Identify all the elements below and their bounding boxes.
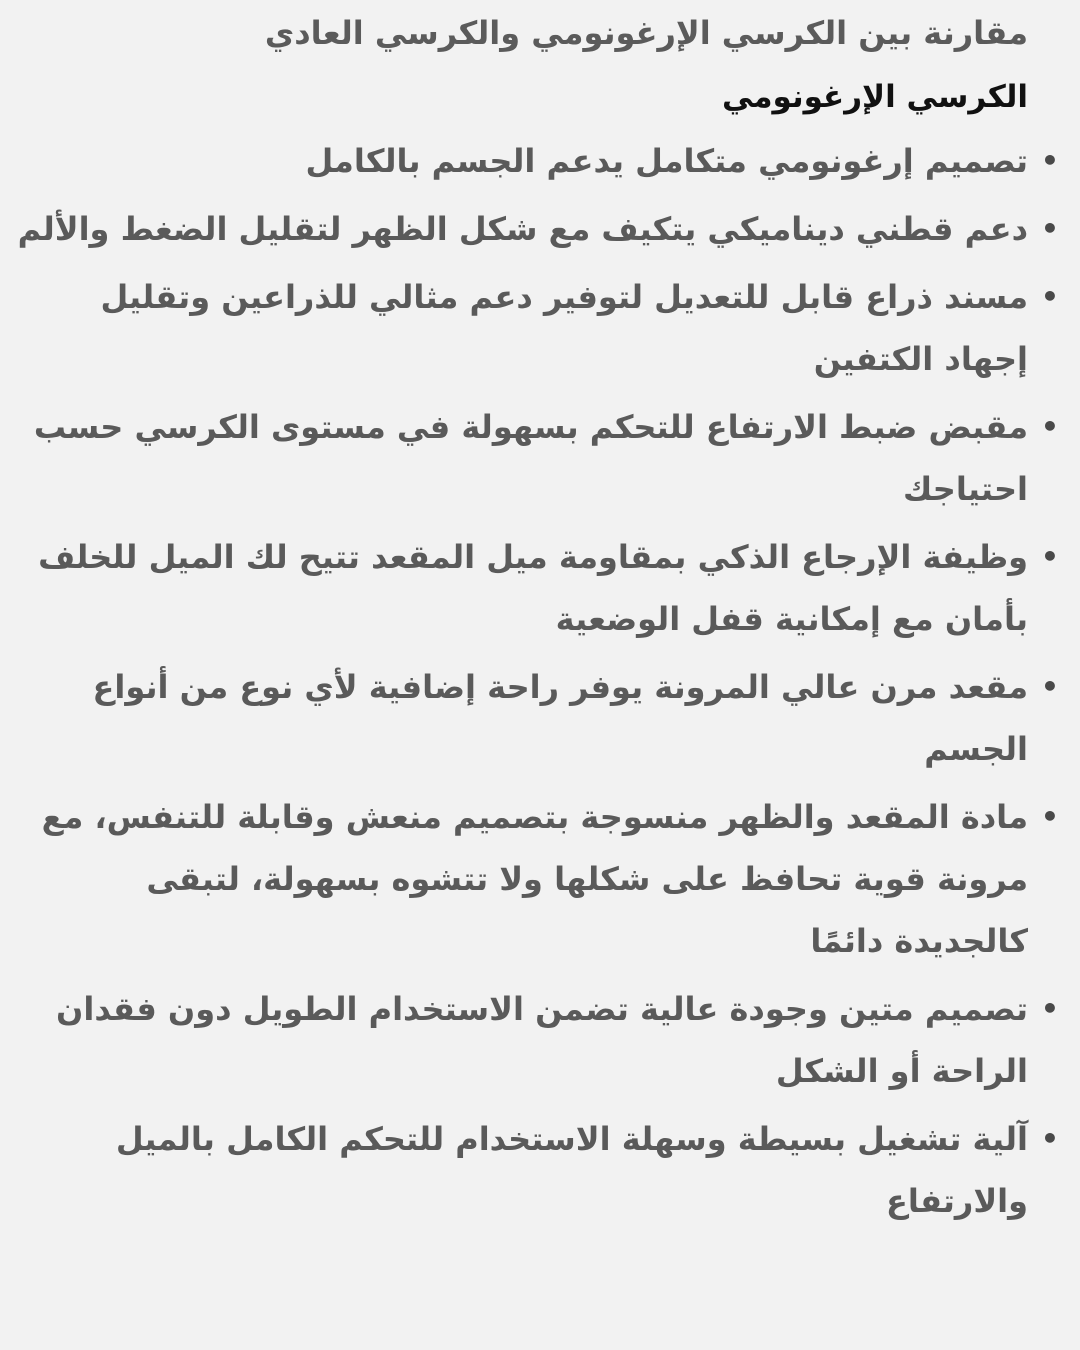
list-item xyxy=(10,266,1059,390)
feature-list xyxy=(10,130,1059,1232)
list-item xyxy=(10,130,1059,192)
list-item-text: مسند ذراع قابل للتعديل لتوفير دعم مثالي للذراعين وتقليل إجهاد الكتفين xyxy=(100,278,1028,378)
list-item-text: دعم قطني ديناميكي يتكيف مع شكل الظهر لتقليل الضغط والألم xyxy=(17,210,1028,248)
list-item-text: مادة المقعد والظهر منسوجة بتصميم منعش وقابلة للتنفس، مع مرونة قوية تحافظ على شكلها ولا تتشوه بسهولة، لتبقى كالجديدة دائمًا xyxy=(41,798,1028,960)
list-item xyxy=(10,978,1059,1102)
list-item-text: مقعد مرن عالي المرونة يوفر راحة إضافية لأي نوع من أنواع الجسم xyxy=(92,668,1028,768)
list-item-text: مقبض ضبط الارتفاع للتحكم بسهولة في مستوى الكرسي حسب احتياجك xyxy=(33,408,1028,508)
bullet-icon: • xyxy=(1041,280,1059,313)
section-heading: الكرسي الإرغونومي xyxy=(721,79,1028,115)
list-item xyxy=(10,396,1059,520)
list-item xyxy=(10,656,1059,780)
list-item xyxy=(10,786,1059,972)
bullet-icon: • xyxy=(1041,540,1059,573)
bullet-icon: • xyxy=(1041,144,1059,177)
list-item-text: آلية تشغيل بسيطة وسهلة الاستخدام للتحكم الكامل بالميل والارتفاع xyxy=(115,1120,1028,1220)
bullet-icon: • xyxy=(1041,670,1059,703)
bullet-icon: • xyxy=(1041,212,1059,245)
list-item-text: تصميم إرغونومي متكامل يدعم الجسم بالكامل xyxy=(305,142,1028,180)
list-item xyxy=(10,526,1059,650)
list-item xyxy=(10,1108,1059,1232)
bullet-icon: • xyxy=(1041,410,1059,443)
list-item-text: وظيفة الإرجاع الذكي بمقاومة ميل المقعد تتيح لك الميل للخلف بأمان مع إمكانية قفل الوضعية xyxy=(38,538,1028,638)
bullet-icon: • xyxy=(1041,992,1059,1025)
list-item xyxy=(10,198,1059,260)
list-item-text: تصميم متين وجودة عالية تضمن الاستخدام الطويل دون فقدان الراحة أو الشكل xyxy=(56,990,1028,1090)
bullet-icon: • xyxy=(1041,1122,1059,1155)
bullet-icon: • xyxy=(1041,800,1059,833)
page-title: مقارنة بين الكرسي الإرغونومي والكرسي العادي xyxy=(264,14,1028,52)
